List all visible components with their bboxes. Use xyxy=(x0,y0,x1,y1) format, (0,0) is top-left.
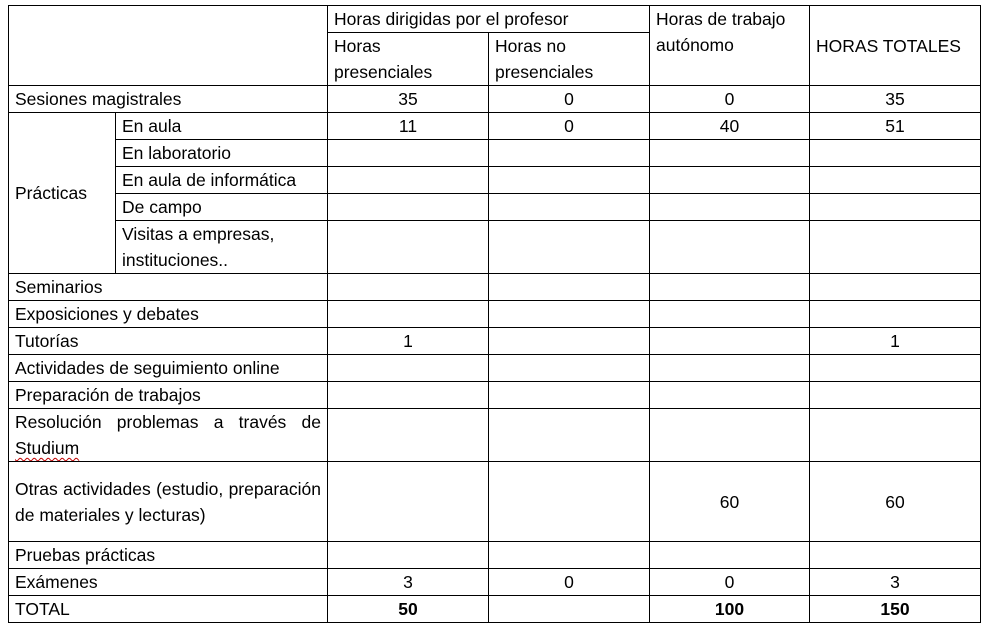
row-label: En laboratorio xyxy=(116,140,328,167)
row-total xyxy=(9,596,981,623)
row-label: Exámenes xyxy=(9,569,328,596)
practicas-label: Prácticas xyxy=(9,113,116,274)
header-corner xyxy=(9,6,328,86)
header-no-presenciales: Horas no presenciales xyxy=(489,33,650,86)
cell-totales: 3 xyxy=(810,569,981,596)
cell-totales xyxy=(810,194,981,221)
cell-no-presenciales xyxy=(489,221,650,274)
cell-no-presenciales: 0 xyxy=(489,569,650,596)
cell-totales: 35 xyxy=(810,86,981,113)
header-autonomo: Horas de trabajo autónomo xyxy=(650,6,810,86)
cell-presenciales xyxy=(328,167,489,194)
row-pruebas xyxy=(9,542,981,569)
cell-presenciales xyxy=(328,409,489,462)
cell-presenciales xyxy=(328,462,489,542)
cell-autonomo xyxy=(650,167,810,194)
row-label: Preparación de trabajos xyxy=(9,382,328,409)
row-laboratorio xyxy=(9,140,981,167)
row-seminarios xyxy=(9,274,981,301)
cell-no-presenciales xyxy=(489,409,650,462)
cell-no-presenciales: 0 xyxy=(489,86,650,113)
row-label: Sesiones magistrales xyxy=(9,86,328,113)
row-otras xyxy=(9,462,981,542)
cell-presenciales xyxy=(328,542,489,569)
cell-no-presenciales xyxy=(489,301,650,328)
cell-no-presenciales xyxy=(489,596,650,623)
row-label: En aula xyxy=(116,113,328,140)
cell-presenciales xyxy=(328,382,489,409)
cell-no-presenciales xyxy=(489,382,650,409)
row-label: Actividades de seguimiento online xyxy=(9,355,328,382)
row-label: Seminarios xyxy=(9,274,328,301)
cell-totales: 150 xyxy=(810,596,981,623)
cell-totales xyxy=(810,167,981,194)
cell-autonomo: 100 xyxy=(650,596,810,623)
row-preparacion xyxy=(9,382,981,409)
hours-table xyxy=(8,5,981,623)
row-label: Exposiciones y debates xyxy=(9,301,328,328)
cell-presenciales xyxy=(328,140,489,167)
cell-totales xyxy=(810,274,981,301)
row-visitas xyxy=(9,221,981,274)
cell-presenciales: 3 xyxy=(328,569,489,596)
cell-totales: 51 xyxy=(810,113,981,140)
cell-totales xyxy=(810,355,981,382)
cell-autonomo xyxy=(650,409,810,462)
cell-presenciales: 11 xyxy=(328,113,489,140)
cell-no-presenciales xyxy=(489,140,650,167)
cell-autonomo: 60 xyxy=(650,462,810,542)
header-group: Horas dirigidas por el profesor xyxy=(328,6,650,33)
row-resolucion xyxy=(9,409,981,462)
cell-presenciales xyxy=(328,221,489,274)
cell-totales xyxy=(810,382,981,409)
cell-presenciales: 1 xyxy=(328,328,489,355)
cell-presenciales xyxy=(328,355,489,382)
header-row-1 xyxy=(9,6,981,33)
cell-autonomo xyxy=(650,542,810,569)
row-seguimiento xyxy=(9,355,981,382)
cell-no-presenciales xyxy=(489,167,650,194)
row-label: De campo xyxy=(116,194,328,221)
cell-autonomo xyxy=(650,301,810,328)
header-totales: HORAS TOTALES xyxy=(810,6,981,86)
cell-autonomo xyxy=(650,382,810,409)
cell-no-presenciales xyxy=(489,542,650,569)
cell-totales xyxy=(810,221,981,274)
row-label-line: Resolución problemas a través de xyxy=(15,412,321,432)
cell-no-presenciales xyxy=(489,355,650,382)
row-campo xyxy=(9,194,981,221)
row-label: Tutorías xyxy=(9,328,328,355)
cell-autonomo xyxy=(650,274,810,301)
row-label: En aula de informática xyxy=(116,167,328,194)
cell-autonomo xyxy=(650,355,810,382)
cell-presenciales xyxy=(328,274,489,301)
cell-no-presenciales: 0 xyxy=(489,113,650,140)
cell-totales xyxy=(810,409,981,462)
row-examenes xyxy=(9,569,981,596)
cell-totales xyxy=(810,542,981,569)
cell-autonomo xyxy=(650,221,810,274)
cell-autonomo: 0 xyxy=(650,86,810,113)
cell-autonomo xyxy=(650,328,810,355)
cell-no-presenciales xyxy=(489,194,650,221)
cell-totales: 60 xyxy=(810,462,981,542)
row-en-aula xyxy=(9,113,981,140)
cell-totales xyxy=(810,301,981,328)
cell-presenciales: 35 xyxy=(328,86,489,113)
row-label-end: Studium xyxy=(15,438,80,458)
cell-presenciales xyxy=(328,301,489,328)
row-label: TOTAL xyxy=(9,596,328,623)
cell-no-presenciales xyxy=(489,462,650,542)
cell-totales: 1 xyxy=(810,328,981,355)
cell-presenciales xyxy=(328,194,489,221)
row-label: Pruebas prácticas xyxy=(9,542,328,569)
row-label xyxy=(9,409,328,462)
cell-autonomo xyxy=(650,194,810,221)
row-tutorias xyxy=(9,328,981,355)
cell-presenciales: 50 xyxy=(328,596,489,623)
row-label: Visitas a empresas, instituciones.. xyxy=(116,221,328,274)
cell-no-presenciales xyxy=(489,274,650,301)
row-informatica xyxy=(9,167,981,194)
row-label: Otras actividades (estudio, preparación de materiales y lecturas) xyxy=(9,462,328,542)
cell-autonomo xyxy=(650,140,810,167)
row-sesiones xyxy=(9,86,981,113)
cell-autonomo: 0 xyxy=(650,569,810,596)
header-presenciales: Horas presenciales xyxy=(328,33,489,86)
cell-no-presenciales xyxy=(489,328,650,355)
row-exposiciones xyxy=(9,301,981,328)
cell-autonomo: 40 xyxy=(650,113,810,140)
cell-totales xyxy=(810,140,981,167)
